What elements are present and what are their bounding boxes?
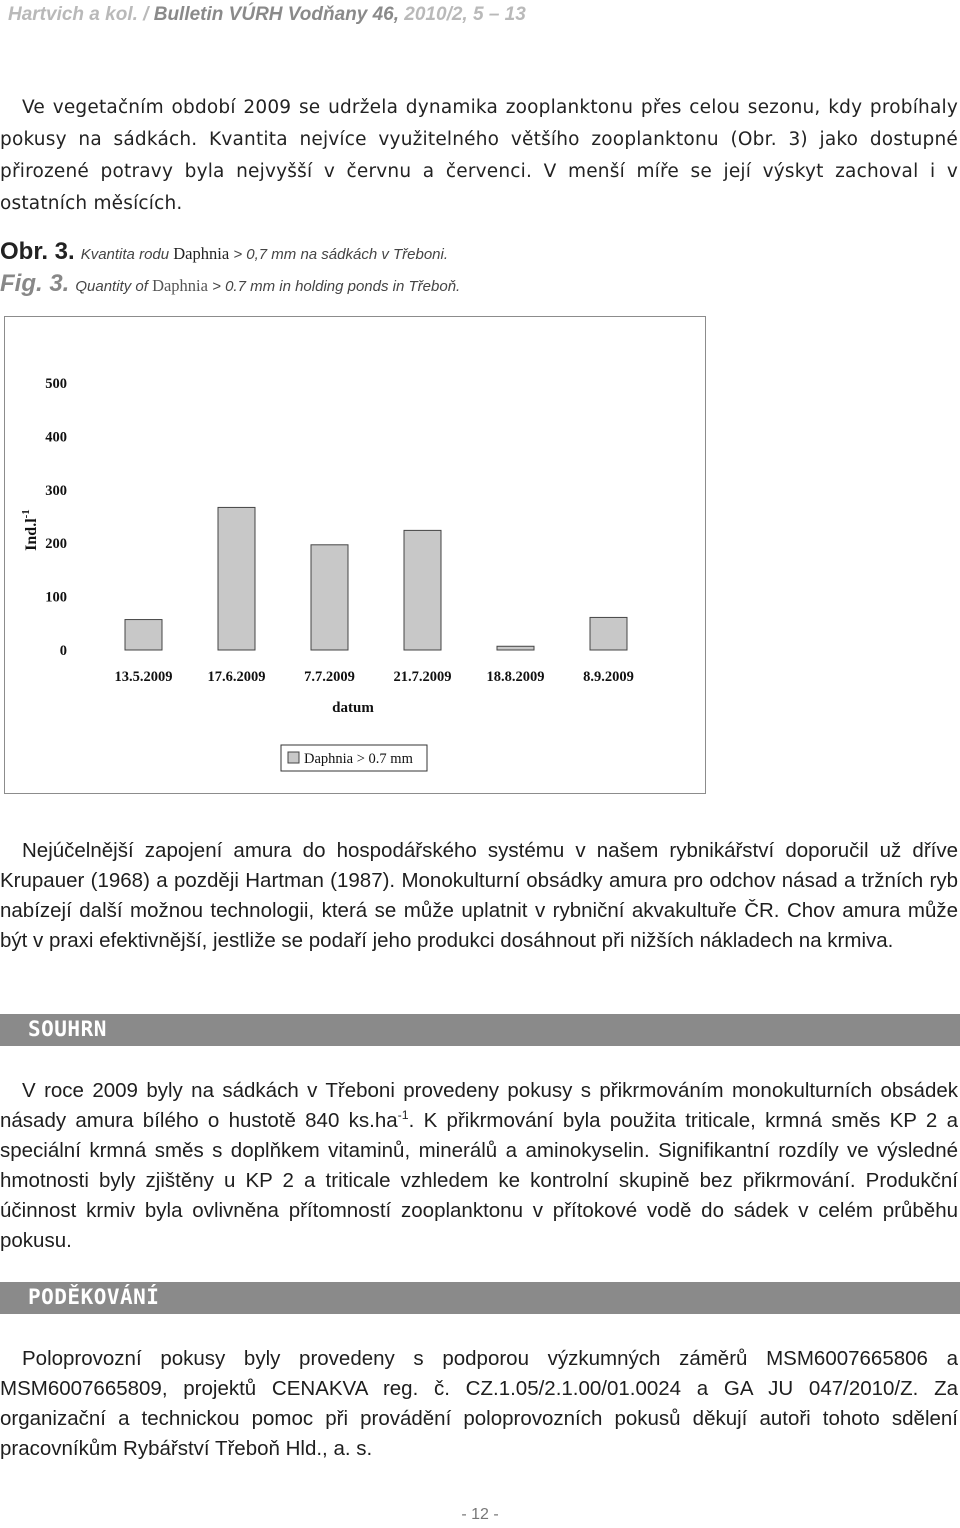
running-head-authors: Hartvich a kol. / bbox=[8, 4, 154, 25]
x-tick-label: 13.5.2009 bbox=[114, 669, 173, 685]
section-heading-podekovani bbox=[0, 1282, 960, 1314]
page-number: - 12 - bbox=[461, 1506, 499, 1523]
bar bbox=[404, 530, 441, 650]
summary-paragraph bbox=[0, 1076, 958, 1256]
bar-chart-svg bbox=[5, 317, 705, 793]
figure-caption-en bbox=[0, 270, 460, 298]
figure-caption-cz bbox=[0, 238, 448, 266]
y-tick-label: 300 bbox=[45, 482, 67, 499]
legend-label: Daphnia > 0.7 mm bbox=[304, 751, 413, 767]
paragraph-after-chart: Nejúčelnější zapojení amura do hospodářského systému v našem rybnikářství doporučil už dříve Krupauer (1968) a později Hartman (1987). Monokulturní obsádky amura pro odchov násad a tržních ryb nabízejí další možnou technologii, která se může uplatnit v rybniční akvakultuře ČR. Chov amura může být v praxi efektivnější, jestliže se podaří jeho produkci dosáhnout při nižších nákladech na krmiva. bbox=[0, 839, 958, 952]
x-axis-title: datum bbox=[332, 700, 374, 716]
caption-en-after: > 0.7 mm in holding ponds in Třeboň. bbox=[207, 278, 461, 295]
y-tick-label: 400 bbox=[45, 429, 67, 446]
caption-en-genus: Daphnia bbox=[152, 276, 208, 295]
x-tick-label: 21.7.2009 bbox=[393, 669, 452, 685]
y-tick-label: 500 bbox=[45, 376, 67, 392]
running-head-issue: 2010/2, 5 – 13 bbox=[404, 4, 526, 25]
bar bbox=[590, 617, 627, 650]
intro-paragraph: Ve vegetačním období 2009 se udržela dynamika zooplanktonu přes celou sezonu, kdy probíhaly pokusy na sádkách. Kvantita nejvíce využitelného většího zooplanktonu (Obr. 3) jako dostupné přirozené potravy byla nejvyšší v červnu a červenci. V menší míře se její výskyt zachoval i v ostatních měsících. bbox=[0, 97, 958, 214]
section-heading-souhrn-text: SOUHRN bbox=[28, 1017, 107, 1041]
figure-label-en: Fig. 3. bbox=[0, 270, 70, 297]
bar-chart bbox=[4, 316, 706, 794]
caption-cz-before: Kvantita rodu bbox=[80, 246, 174, 263]
section-heading-souhrn bbox=[0, 1014, 960, 1046]
bar bbox=[311, 545, 348, 650]
y-axis-title bbox=[20, 509, 40, 551]
bar bbox=[497, 646, 534, 650]
x-tick-label: 7.7.2009 bbox=[304, 669, 355, 685]
caption-cz-after: > 0,7 mm na sádkách v Třeboni. bbox=[229, 246, 449, 263]
y-tick-label: 100 bbox=[45, 589, 67, 606]
caption-en-before: Quantity of bbox=[75, 278, 153, 295]
running-head bbox=[8, 4, 526, 26]
x-tick-label: 8.9.2009 bbox=[583, 669, 634, 685]
caption-cz-genus: Daphnia bbox=[173, 244, 230, 263]
y-tick-label: 0 bbox=[59, 643, 67, 659]
figure-label-cz: Obr. 3. bbox=[0, 238, 75, 265]
bar bbox=[125, 620, 162, 650]
x-tick-label: 17.6.2009 bbox=[207, 669, 266, 685]
acknowledgement-paragraph: Poloprovozní pokusy byly provedeny s podporou výzkumných záměrů MSM6007665806 a MSM6007665809, projektů CENAKVA reg. č. CZ.1.05/2.1.00/01.0024 a GA JU 047/2010/Z. Za organizační a technickou pomoc při provádění poloprovozních pokusů děkují autoři tohoto sdělení pracovníkům Rybářství Třeboň Hld., a. s. bbox=[0, 1347, 958, 1460]
y-tick-label: 200 bbox=[45, 536, 67, 553]
running-head-journal: Bulletin VÚRH Vodňany 46, bbox=[153, 4, 405, 25]
summary-text-1: V roce 2009 byly na sádkách v Třeboni provedeny pokusy s přikrmováním monokulturních obsádek násady amura bílého o hustotě 840 ks.ha bbox=[0, 1079, 958, 1132]
bar bbox=[218, 507, 255, 650]
section-heading-podekovani-text: PODĚKOVÁNÍ bbox=[28, 1285, 160, 1309]
svg-text:Ind.l-1: $Ind.l^{-1}$ bbox=[20, 509, 40, 551]
summary-text-2: . K přikrmování byla použita triticale, krmná směs KP 2 a speciální krmná směs s doplňkem vitaminů, minerálů a aminokyselin. Signifikantní rozdíly ve výsledné hmotnosti byly zjištěny u KP 2 a triticale vzhledem ke kontrolní skupině bez přikrmování. Produkční účinnost krmiv byla ovlivněna přítomností zooplanktonu v přítokové vodě do sádek v celém průběhu pokusu. bbox=[0, 1109, 958, 1252]
legend-swatch bbox=[288, 752, 299, 763]
x-tick-label: 18.8.2009 bbox=[486, 669, 545, 685]
summary-sup: -1 bbox=[397, 1108, 409, 1123]
chart-legend bbox=[281, 745, 427, 771]
